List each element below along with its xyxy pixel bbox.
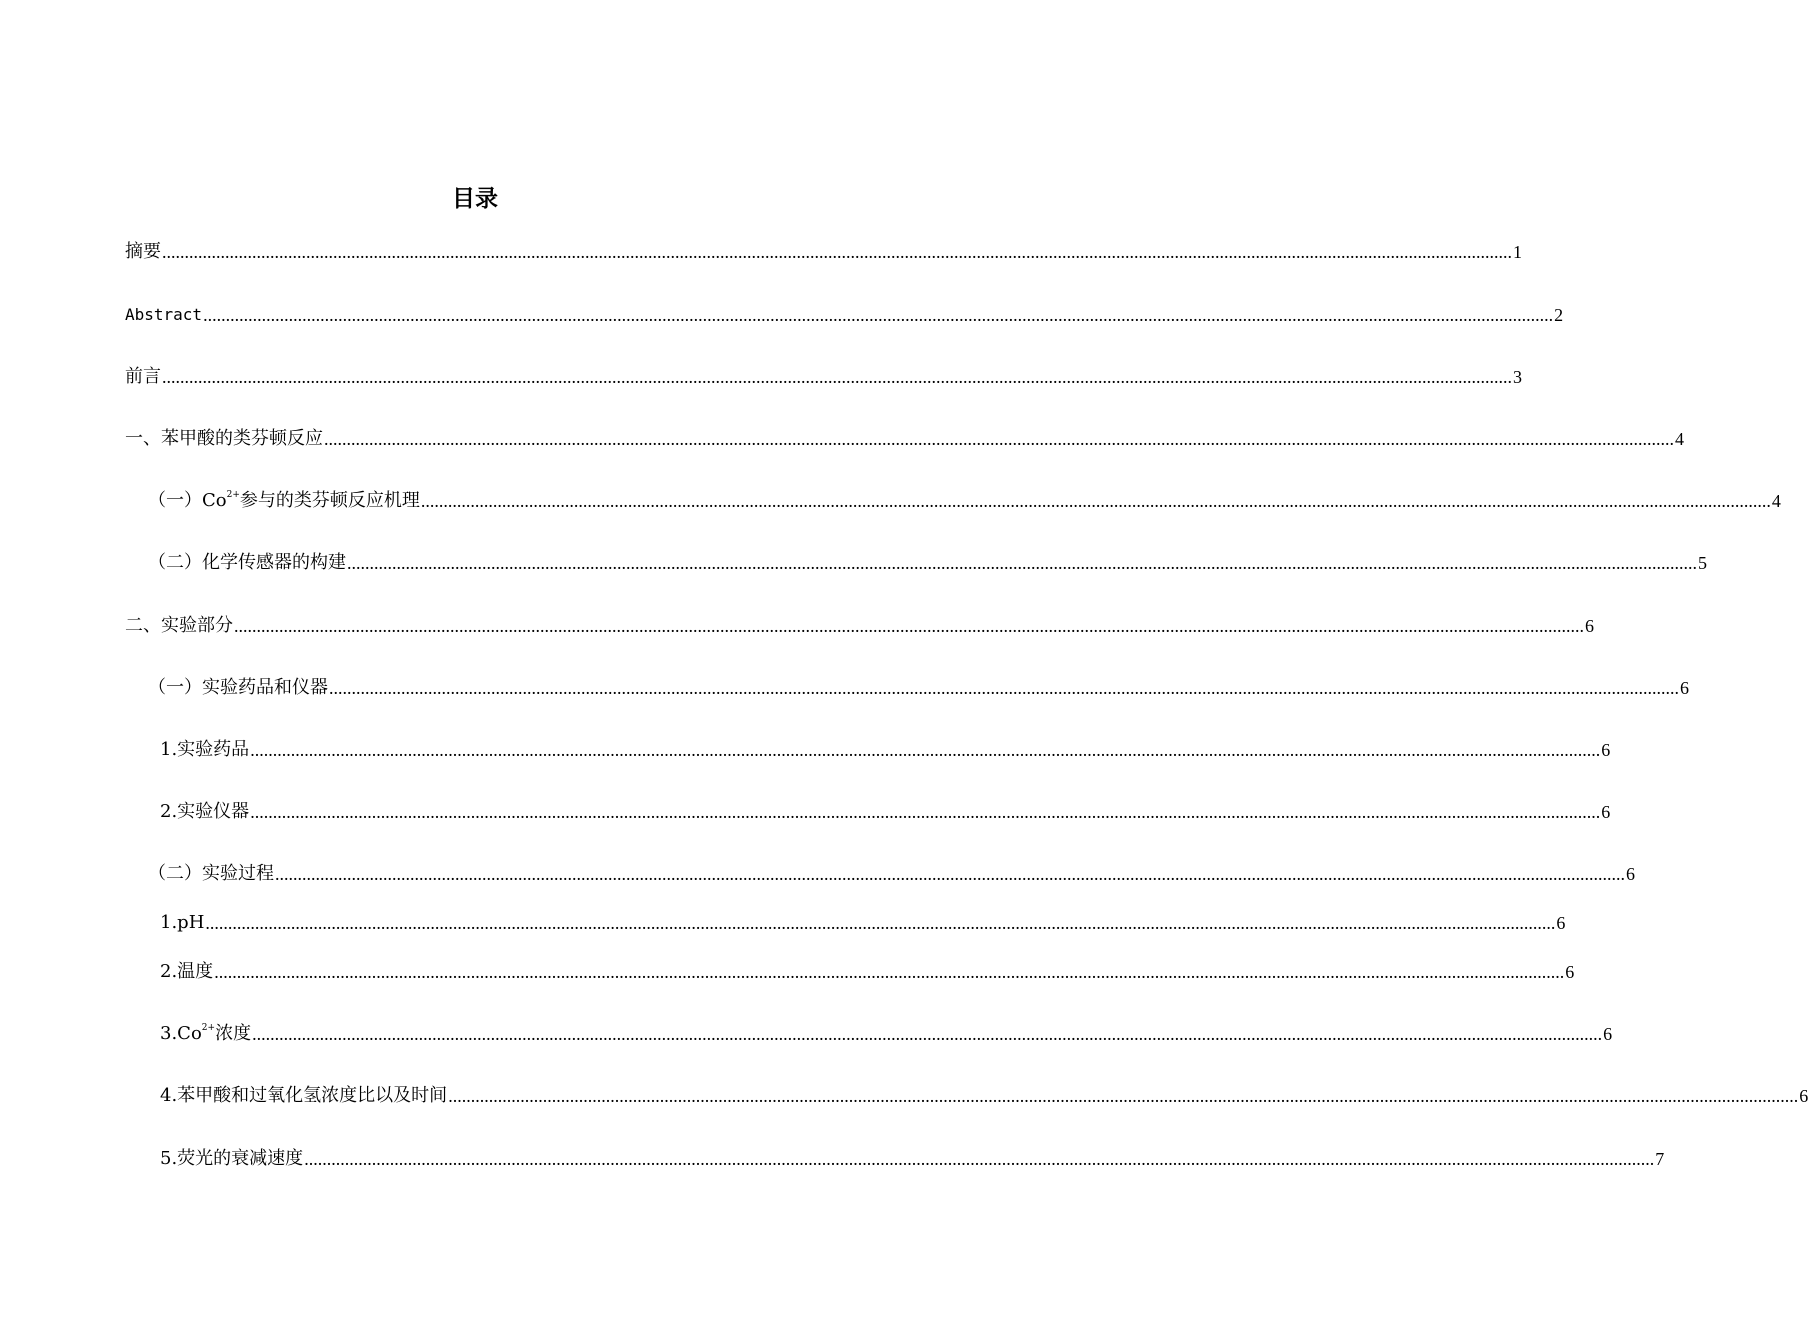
toc-page-number: 3 <box>1513 367 1522 387</box>
toc-entry-label: （二）化学传感器的构建 <box>148 552 346 573</box>
toc-entry-label: （一）$Co^{2+}$参与的类芬顿反应机理 <box>148 490 420 511</box>
page-title: 目录 <box>452 186 498 212</box>
toc-page-number: 7 <box>1655 1149 1665 1169</box>
toc-entry[interactable] <box>125 302 1564 328</box>
toc-entry-label: 二、实验部分 <box>125 615 233 636</box>
toc-page-number: 6 <box>1603 1024 1613 1044</box>
superscript-charge: 2+ <box>226 490 240 500</box>
toc-leader-dots: ............................................................................................................................................................................................................................................................................................................ <box>203 305 1554 325</box>
toc-entry[interactable] <box>125 613 1594 639</box>
toc-entry-label: （一）实验药品和仪器 <box>148 677 328 698</box>
toc-page-number: 6 <box>1585 616 1594 636</box>
toc-page-number: 6 <box>1565 962 1575 982</box>
toc-leader-dots: ............................................................................................................................................................................................................................................................................................................ <box>250 802 1601 822</box>
toc-leader-dots: ............................................................................................................................................................................................................................................................................................................ <box>162 242 1512 262</box>
toc-entry[interactable] <box>125 364 1522 390</box>
toc-entry-label: $3.Co^{2+}$浓度 <box>160 1023 252 1044</box>
toc-entry-label: 4.苯甲酸和过氧化氢浓度比以及时间 <box>160 1085 448 1106</box>
superscript-charge: 2+ <box>201 1023 216 1033</box>
toc-leader-dots: ............................................................................................................................................................................................................................................................................................................ <box>234 616 1584 636</box>
toc-entry-label: （二）实验过程 <box>148 863 274 884</box>
toc-leader-dots: ............................................................................................................................................................................................................................................................................................................ <box>252 1024 1603 1044</box>
toc-entry[interactable] <box>160 959 1575 985</box>
toc-entry[interactable] <box>148 675 1689 701</box>
toc-page-number: 2 <box>1554 305 1564 325</box>
toc-entry[interactable] <box>148 550 1707 576</box>
toc-leader-dots: ............................................................................................................................................................................................................................................................................................................ <box>420 491 1771 511</box>
toc-page-number: 6 <box>1799 1086 1808 1106</box>
toc-entry-label: 5.荧光的衰减速度 <box>160 1148 304 1169</box>
toc-entry[interactable] <box>160 737 1611 763</box>
toc-entry-label: 一、苯甲酸的类芬顿反应 <box>125 428 323 449</box>
toc-entry[interactable] <box>160 799 1611 825</box>
toc-page-number: 4 <box>1675 429 1684 449</box>
toc-page-number: 6 <box>1626 864 1635 884</box>
toc-page-number: 6 <box>1601 740 1611 760</box>
toc-leader-dots: ............................................................................................................................................................................................................................................................................................................ <box>304 1149 1655 1169</box>
toc-leader-dots: ............................................................................................................................................................................................................................................................................................................ <box>205 913 1556 933</box>
toc-entry-label: 1.pH <box>160 912 205 933</box>
toc-leader-dots: ............................................................................................................................................................................................................................................................................................................ <box>448 1086 1799 1106</box>
toc-entry[interactable] <box>160 1083 1808 1109</box>
toc-leader-dots: ............................................................................................................................................................................................................................................................................................................ <box>324 429 1674 449</box>
toc-entry-label: 摘要 <box>125 241 161 262</box>
toc-entry[interactable] <box>160 1146 1665 1172</box>
toc-entry[interactable] <box>148 861 1635 887</box>
toc-entry-label: Abstract <box>125 305 203 324</box>
toc-entry-label: 2.温度 <box>160 961 214 982</box>
toc-entry-label: 前言 <box>125 366 161 387</box>
toc-entry[interactable] <box>160 910 1566 936</box>
toc-entry[interactable] <box>160 1021 1613 1047</box>
toc-entry[interactable] <box>125 426 1684 452</box>
toc-leader-dots: ............................................................................................................................................................................................................................................................................................................ <box>347 553 1697 573</box>
toc-entry[interactable] <box>148 488 1781 514</box>
toc-entry[interactable] <box>125 239 1522 265</box>
toc-leader-dots: ............................................................................................................................................................................................................................................................................................................ <box>329 678 1679 698</box>
toc-leader-dots: ............................................................................................................................................................................................................................................................................................................ <box>162 367 1512 387</box>
toc-page-number: 6 <box>1601 802 1611 822</box>
toc-page-number: 5 <box>1698 553 1707 573</box>
toc-page-number: 4 <box>1771 491 1781 511</box>
toc-page-number: 6 <box>1556 913 1566 933</box>
toc-entry-label: 1.实验药品 <box>160 739 250 760</box>
toc-leader-dots: ............................................................................................................................................................................................................................................................................................................ <box>275 864 1625 884</box>
toc-page-number: 6 <box>1680 678 1689 698</box>
toc-page-number: 1 <box>1513 242 1522 262</box>
toc-leader-dots: ............................................................................................................................................................................................................................................................................................................ <box>250 740 1601 760</box>
toc-leader-dots: ............................................................................................................................................................................................................................................................................................................ <box>214 962 1565 982</box>
toc-entry-label: 2.实验仪器 <box>160 801 250 822</box>
